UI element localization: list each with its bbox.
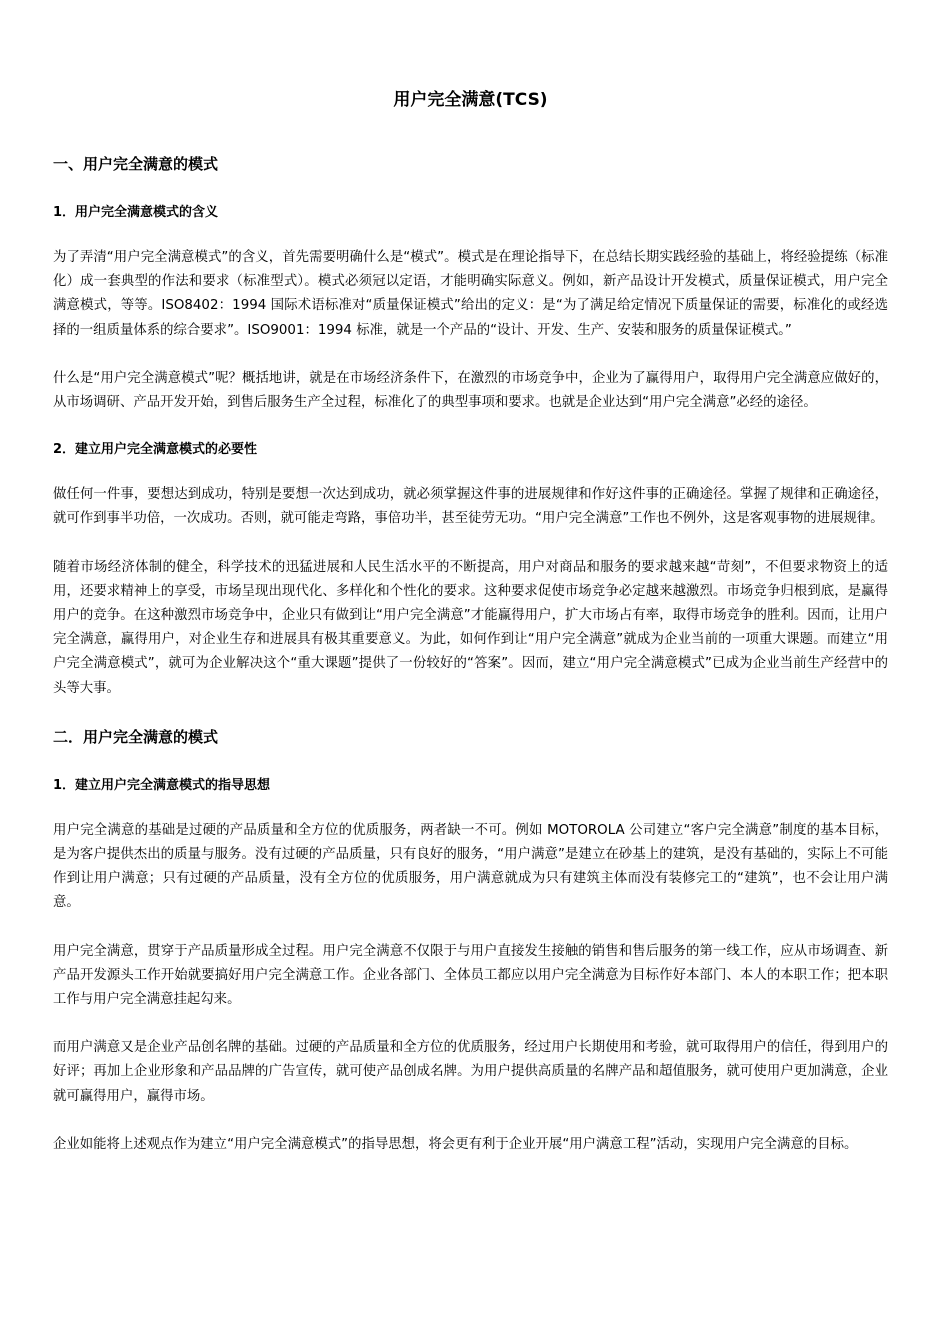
paragraph: 企业如能将上述观点作为建立“用户完全满意模式”的指导思想，将会更有利于企业开展“用户满意工程”活动，实现用户完全满意的目标。 <box>53 1136 858 1152</box>
document-title: 用户完全满意(TCS) <box>393 90 548 110</box>
paragraph: 用户完全满意，贯穿于产品质量形成全过程。用户完全满意不仅限于与用户直接发生接触的销售和售后服务的第一线工作，应从市场调查、新产品开发源头工作开始就要搞好用户完全满意工作。企业各部门、全体员工都应以用户完全满意为目标作好本部门、本人的本职工作；把本职工作与用户完全满意挂起勾来。 <box>53 943 888 1008</box>
paragraph: 为了弄清“用户完全满意模式”的含义，首先需要明确什么是“模式”。模式是在理论指导下，在总结长期实践经验的基础上，将经验提练（标准化）成一套典型的作法和要求（标准型式）。模式必须冠以定语，才能明确实际意义。例如，新产品设计开发模式，质量保证模式，用户完全满意模式，等等。ISO8402：1994 国际术语标准对“质量保证模式”给出的定义：是“为了满足给定情况下质量保证的需要，标准化的或经选择的一组质量体系的综合要求”。ISO9001：1994 标准，就是一个产品的“设计、开发、生产、安装和服务的质量保证模式。” <box>53 250 888 338</box>
section-heading: 二．用户完全满意的模式 <box>53 727 219 746</box>
subsection-heading: 1．建立用户完全满意模式的指导思想 <box>53 777 271 793</box>
paragraph: 什么是“用户完全满意模式”呢？概括地讲，就是在市场经济条件下，在激烈的市场竞争中，企业为了赢得用户，取得用户完全满意应做好的，从市场调研、产品开发开始，到售后服务生产全过程，标准化了的典型事项和要求。也就是企业达到“用户完全满意”必经的途径。 <box>53 370 888 411</box>
paragraph: 用户完全满意的基础是过硬的产品质量和全方位的优质服务，两者缺一不可。例如 MOTOROLA 公司建立“客户完全满意”制度的基本目标，是为客户提供杰出的质量与服务。没有过硬的产品质量，只有良好的服务，“用户满意”是建立在砂基上的建筑，是没有基础的，实际上不可能作到让用户满意；只有过硬的产品质量，没有全方位的优质服务，用户满意就成为只有建筑主体而没有装修完工的“建筑”，也不会让用户满意。 <box>53 822 888 911</box>
paragraph: 而用户满意又是企业产品创名牌的基础。过硬的产品质量和全方位的优质服务，经过用户长期使用和考验，就可取得用户的信任，得到用户的好评；再加上企业形象和产品品牌的广告宣传，就可使产品创成名牌。为用户提供高质量的名牌产品和超值服务，就可使用户更加满意，企业就可赢得用户，赢得市场。 <box>53 1040 888 1104</box>
paragraph: 随着市场经济体制的健全，科学技术的迅猛进展和人民生活水平的不断提高，用户对商品和服务的要求越来越“苛刻”，不但要求物资上的适用，还要求精神上的享受，市场呈现出现代化、多样化和个性化的要求。这种要求促使市场竞争必定越来越激烈。市场竞争归根到底，是赢得用户的竞争。在这种激烈市场竞争中，企业只有做到让“用户完全满意”才能赢得用户，扩大市场占有率，取得市场竞争的胜利。因而，让用户完全满意，赢得用户，对企业生存和进展具有极其重要意义。为此，如何作到让“用户完全满意”就成为企业当前的一项重大课题。而建立“用户完全满意模式”，就可为企业解决这个“重大课题”提供了一份较好的“答案”。因而，建立“用户完全满意模式”已成为企业当前生产经营中的头等大事。 <box>53 559 888 696</box>
paragraph: 做任何一件事，要想达到成功，特别是要想一次达到成功，就必须掌握这件事的进展规律和作好这件事的正确途径。掌握了规律和正确途径，就可作到事半功倍，一次成功。否则，就可能走弯路，事倍功半，甚至徒劳无功。“用户完全满意”工作也不例外，这是客观事物的进展规律。 <box>53 487 888 527</box>
section-heading: 一、用户完全满意的模式 <box>53 155 219 173</box>
subsection-heading: 1．用户完全满意模式的含义 <box>53 205 219 220</box>
subsection-heading: 2．建立用户完全满意模式的必要性 <box>53 442 258 458</box>
